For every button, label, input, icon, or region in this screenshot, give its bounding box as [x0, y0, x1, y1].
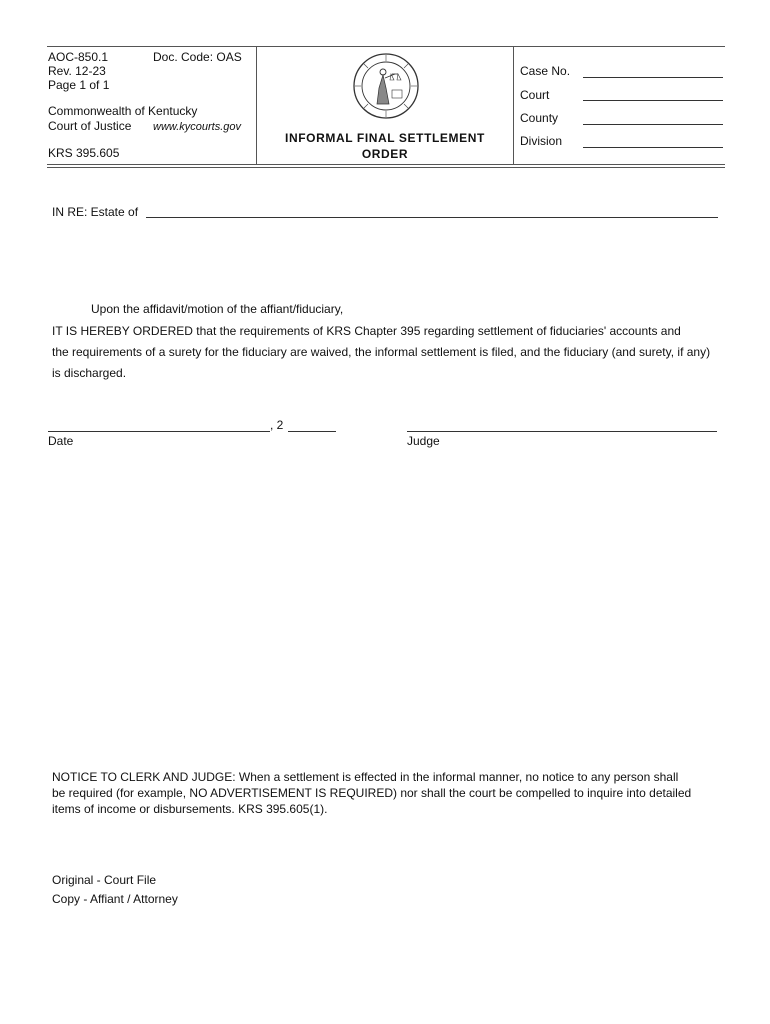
court-of-justice-seal-icon — [352, 52, 420, 120]
commonwealth-label: Commonwealth of Kentucky — [48, 104, 198, 118]
statute-reference: KRS 395.605 — [48, 146, 120, 160]
header-divider-right — [513, 46, 514, 164]
judge-label: Judge — [407, 434, 440, 448]
case-number-label: Case No. — [520, 64, 571, 78]
order-intro: Upon the affidavit/motion of the affiant/fiduciary, — [91, 302, 344, 316]
distribution-copy: Copy - Affiant / Attorney — [52, 892, 178, 906]
county-field[interactable] — [583, 124, 723, 125]
court-field[interactable] — [583, 100, 723, 101]
distribution-original: Original - Court File — [52, 873, 157, 887]
notice-line-3: items of income or disbursements. KRS 395.605(1). — [52, 802, 328, 816]
in-re-label: IN RE: Estate of — [52, 205, 139, 219]
county-label: County — [520, 111, 559, 125]
court-of-justice-label: Court of Justice — [48, 119, 132, 133]
date-year-field[interactable] — [288, 431, 336, 432]
website-link[interactable]: www.kycourts.gov — [153, 121, 242, 133]
form-title-line2: ORDER — [361, 147, 409, 161]
order-line-1: IT IS HEREBY ORDERED that the requirements of KRS Chapter 395 regarding settlement of fiduciaries' accounts and — [52, 324, 681, 338]
order-line-3: is discharged. — [52, 366, 127, 380]
order-text — [52, 321, 722, 384]
court-label: Court — [520, 88, 550, 102]
notice-to-clerk — [52, 769, 722, 817]
form-number: AOC-850.1 — [48, 50, 109, 64]
order-line-2: the requirements of a surety for the fiduciary are waived, the informal settlement is filed, and the fiduciary (and surety, if any) — [52, 345, 711, 359]
doc-code: Doc. Code: OAS — [153, 50, 242, 64]
division-label: Division — [520, 134, 563, 148]
date-field[interactable] — [48, 431, 270, 432]
estate-name-field[interactable] — [146, 217, 718, 218]
notice-line-1: NOTICE TO CLERK AND JUDGE: When a settlement is effected in the informal manner, no notice to any person shall — [52, 770, 679, 784]
case-number-field[interactable] — [583, 77, 723, 78]
date-year-prefix: , 2 — [270, 418, 284, 432]
header-bottom-rule-2 — [47, 167, 725, 168]
division-field[interactable] — [583, 147, 723, 148]
header-top-rule — [47, 46, 725, 47]
notice-line-2: be required (for example, NO ADVERTISEMENT IS REQUIRED) nor shall the court be compelled to inquire into detailed — [52, 786, 692, 800]
date-label: Date — [48, 434, 74, 448]
header-bottom-rule-1 — [47, 164, 725, 165]
page-count: Page 1 of 1 — [48, 78, 110, 92]
judge-signature-field[interactable] — [407, 431, 717, 432]
form-title-line1: INFORMAL FINAL SETTLEMENT — [285, 131, 485, 145]
revision: Rev. 12-23 — [48, 64, 106, 78]
